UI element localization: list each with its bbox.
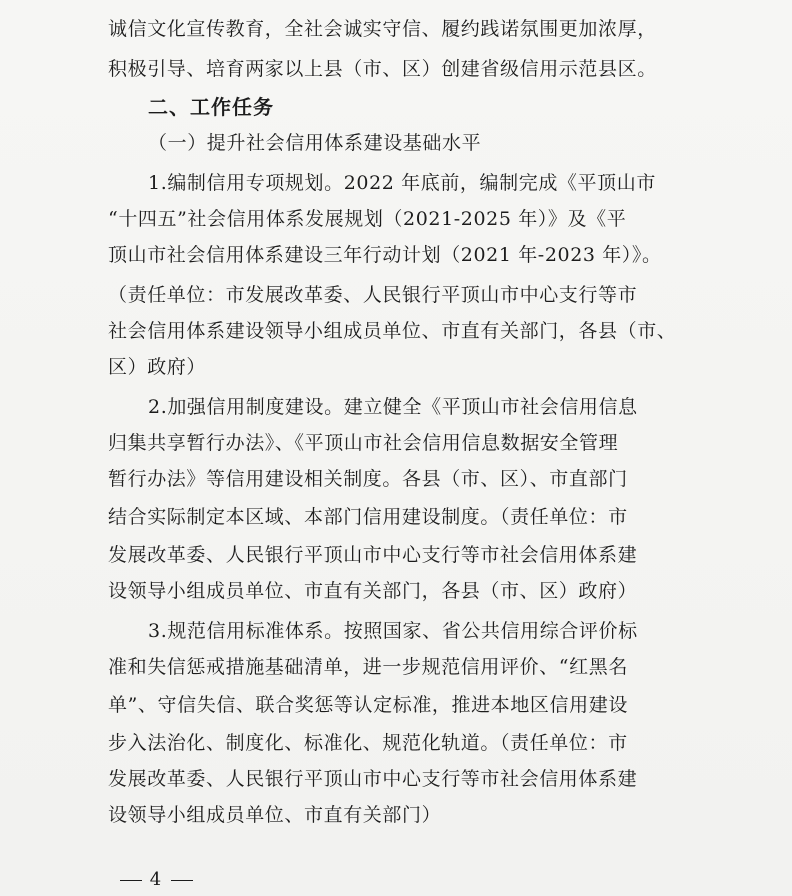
dash-right [171,880,193,881]
text-line: 1.编制信用专项规划。2022 年底前，编制完成《平顶山市 [148,172,656,194]
text-line: 3.规范信用标准体系。按照国家、省公共信用综合评价标 [148,620,638,642]
subsection-heading: （一）提升社会信用体系建设基础水平 [148,132,482,154]
text-line: 顶山市社会信用体系建设三年行动计划（2021 年-2023 年）》。 [108,244,662,266]
text-line: 社会信用体系建设领导小组成员单位、市直有关部门，各县（市、 [108,320,677,342]
text-line: 归集共享暂行办法》、《平顶山市社会信用信息数据安全管理 [108,432,619,454]
text-line: 区）政府） [108,356,207,378]
page-number-value: 4 [149,869,164,890]
text-line: 结合实际制定本区域、本部门信用建设制度。（责任单位：市 [108,506,628,528]
section-heading: 二、工作任务 [148,95,274,119]
text-line: 设领导小组成员单位、市直有关部门） [108,804,442,826]
dash-left [120,880,142,881]
text-line: 诚信文化宣传教育，全社会诚实守信、履约践诺氛围更加浓厚， [108,18,657,40]
text-line: 步入法治化、制度化、标准化、规范化轨道。（责任单位：市 [108,732,628,754]
text-line: 发展改革委、人民银行平顶山市中心支行等市社会信用体系建 [108,768,638,790]
text-line: 发展改革委、人民银行平顶山市中心支行等市社会信用体系建 [108,544,638,566]
text-line: 暂行办法》等信用建设相关制度。各县（市、区）、市直部门 [108,468,628,490]
text-line: （责任单位：市发展改革委、人民银行平顶山市中心支行等市 [108,284,638,306]
text-line: 设领导小组成员单位、市直有关部门，各县（市、区）政府） [108,580,638,602]
text-line: 准和失信惩戒措施基础清单，进一步规范信用评价、“红黑名 [108,656,628,678]
page-number [120,868,193,892]
text-line: 2.加强信用制度建设。建立健全《平顶山市社会信用信息 [148,396,638,418]
text-line: 单”、守信失信、联合奖惩等认定标准，推进本地区信用建设 [108,694,628,716]
text-line: 积极引导、培育两家以上县（市、区）创建省级信用示范县区。 [108,58,657,80]
text-line: “十四五”社会信用体系发展规划（2021-2025 年）》及《平 [108,208,627,230]
